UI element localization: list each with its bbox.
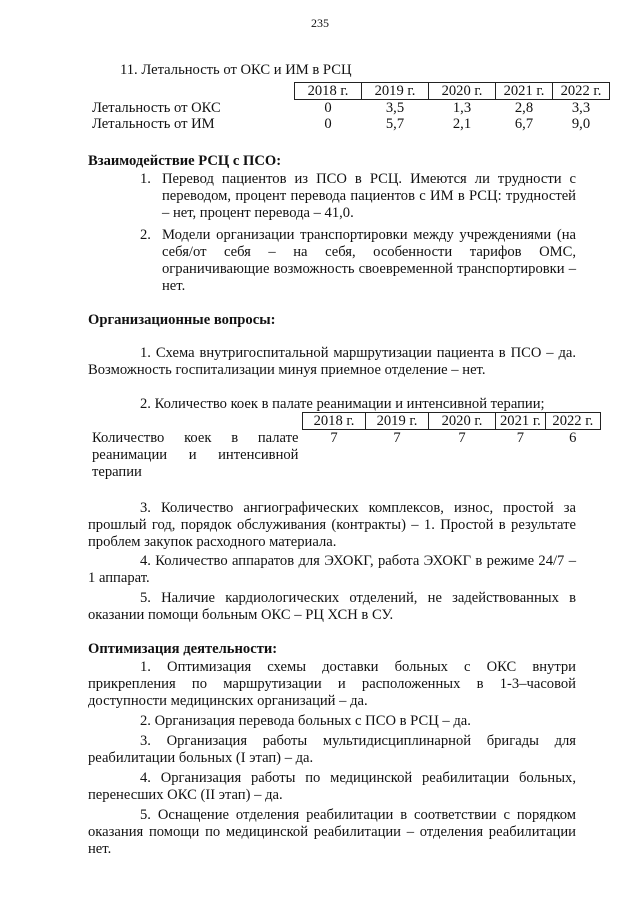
value-cell: 1,3 (452, 100, 472, 116)
year-cell: 2022 г. (545, 413, 600, 430)
list-item: 1. Оптимизация схемы доставки больных с ОКС внутри прикрепления по маршрутизации и расположенных в 1-3–часовой доступности медицинских организаций – да. (88, 659, 576, 709)
year-cell: 2018 г. (295, 83, 362, 100)
row-label: Летальность от ОКС (92, 99, 221, 116)
row-label: Летальность от ИМ (92, 116, 215, 132)
list-item (140, 171, 576, 222)
mortality-table (88, 82, 610, 132)
list-item: 2. Организация перевода больных с ПСО в РСЦ – да. (140, 713, 471, 729)
table-11-caption: 11. Летальность от ОКС и ИМ в РСЦ (120, 62, 352, 78)
year-cell: 2020 г. (429, 83, 496, 100)
year-cell: 2021 г. (496, 83, 553, 100)
table-header-row (88, 413, 600, 430)
org-item-3: 3. Количество ангиографических комплексов, износ, простой за прошлый год, порядок обслуживания (контракты) – 1. Простой в результате проблем закупок расходного материала. (88, 500, 576, 550)
item-number: 2. (140, 227, 151, 243)
year-cell: 2019 г. (366, 413, 429, 430)
value-cell: 6,7 (514, 116, 534, 132)
table-row (88, 430, 600, 481)
list-item: 4. Организация работы по медицинской реабилитации больных, перенесших ОКС (II этап) – да. (88, 770, 576, 803)
value-cell: 5,7 (385, 116, 405, 132)
list-item (140, 227, 576, 295)
optimization-heading: Оптимизация деятельности: (88, 641, 278, 657)
org-heading: Организационные вопросы: (88, 312, 276, 328)
value-cell: 9,0 (571, 116, 591, 132)
table-row (88, 100, 610, 117)
item-text: Модели организации транспортировки между учреждениями (на себя/от себя – на себя, особенности тарифов ОМС, ограничивающие возможность своевременной транспортировки – нет. (162, 227, 576, 294)
value-cell: 0 (324, 116, 332, 132)
org-item-4: 4. Количество аппаратов для ЭХОКГ, работа ЭХОКГ в режиме 24/7 – 1 аппарат. (88, 553, 576, 586)
list-item: 5. Оснащение отделения реабилитации в соответствии с порядком оказания помощи по медицинской реабилитации – отделения реабилитации нет. (88, 807, 576, 857)
page-number: 235 (311, 16, 329, 30)
row-label: Количество коек в палате реанимации и интенсивной терапии (92, 429, 299, 480)
year-cell: 2018 г. (303, 413, 366, 430)
value-cell: 7 (330, 430, 338, 446)
value-cell: 3,3 (571, 100, 591, 116)
item-text: Перевод пациентов из ПСО в РСЦ. Имеются ли трудности с переводом, процент перевода пациентов с ИМ в РСЦ: трудностей – нет, процент перевода – 41,0. (162, 171, 576, 221)
value-cell: 7 (458, 430, 466, 446)
optimization-list (88, 659, 576, 858)
year-cell: 2021 г. (496, 413, 546, 430)
value-cell: 7 (393, 430, 401, 446)
table-row (88, 116, 610, 132)
value-cell: 0 (324, 100, 332, 116)
value-cell: 7 (516, 430, 525, 446)
value-cell: 6 (569, 430, 577, 446)
table-header-row (88, 83, 610, 100)
org-item-5: 5. Наличие кардиологических отделений, не задействованных в оказании помощи больным ОКС – РЦ ХСН в СУ. (88, 590, 576, 623)
interaction-heading: Взаимодействие РСЦ с ПСО: (88, 153, 282, 169)
item-number: 1. (140, 171, 151, 187)
year-cell: 2022 г. (553, 83, 610, 100)
beds-caption: 2. Количество коек в палате реанимации и интенсивной терапии; (140, 396, 545, 412)
interaction-list (140, 171, 576, 295)
year-cell: 2020 г. (429, 413, 496, 430)
beds-table (88, 412, 601, 481)
year-cell: 2019 г. (362, 83, 429, 100)
org-item-1: 1. Схема внутригоспитальной маршрутизации пациента в ПСО – да. Возможность госпитализации минуя приемное отделение – нет. (88, 345, 576, 378)
list-item: 3. Организация работы мультидисциплинарной бригады для реабилитации больных (I этап) – да. (88, 733, 576, 766)
value-cell: 2,1 (452, 116, 472, 132)
value-cell: 2,8 (514, 100, 534, 116)
value-cell: 3,5 (385, 100, 405, 116)
